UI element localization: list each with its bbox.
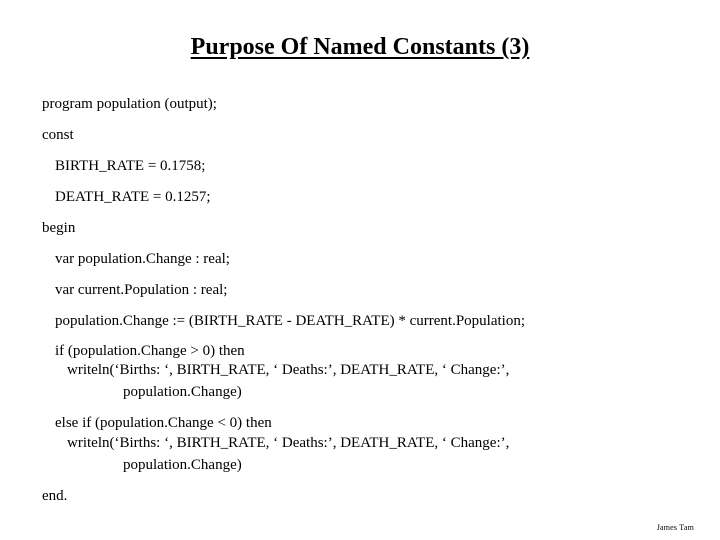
code-line: population.Change) [123, 457, 242, 473]
author-footer: James Tam [656, 523, 694, 532]
code-line: var population.Change : real; [55, 251, 230, 267]
code-line: else if (population.Change < 0) then [55, 415, 272, 431]
code-line: const [42, 127, 74, 143]
code-line: program population (output); [42, 96, 217, 112]
code-line: DEATH_RATE = 0.1257; [55, 189, 211, 205]
code-line: population.Change := (BIRTH_RATE - DEATH_RATE) * current.Population; [55, 313, 525, 329]
code-line: begin [42, 220, 76, 236]
slide-title: Purpose Of Named Constants (3) [190, 34, 530, 60]
code-line: var current.Population : real; [55, 282, 228, 298]
code-line: BIRTH_RATE = 0.1758; [55, 158, 206, 174]
code-line: writeln(‘Births: ‘, BIRTH_RATE, ‘ Deaths:’, DEATH_RATE, ‘ Change:’, [67, 362, 510, 378]
code-line: writeln(‘Births: ‘, BIRTH_RATE, ‘ Deaths:’, DEATH_RATE, ‘ Change:’, [67, 435, 510, 451]
code-line: end. [42, 488, 68, 504]
code-line: population.Change) [123, 384, 242, 400]
code-line: if (population.Change > 0) then [55, 343, 245, 359]
